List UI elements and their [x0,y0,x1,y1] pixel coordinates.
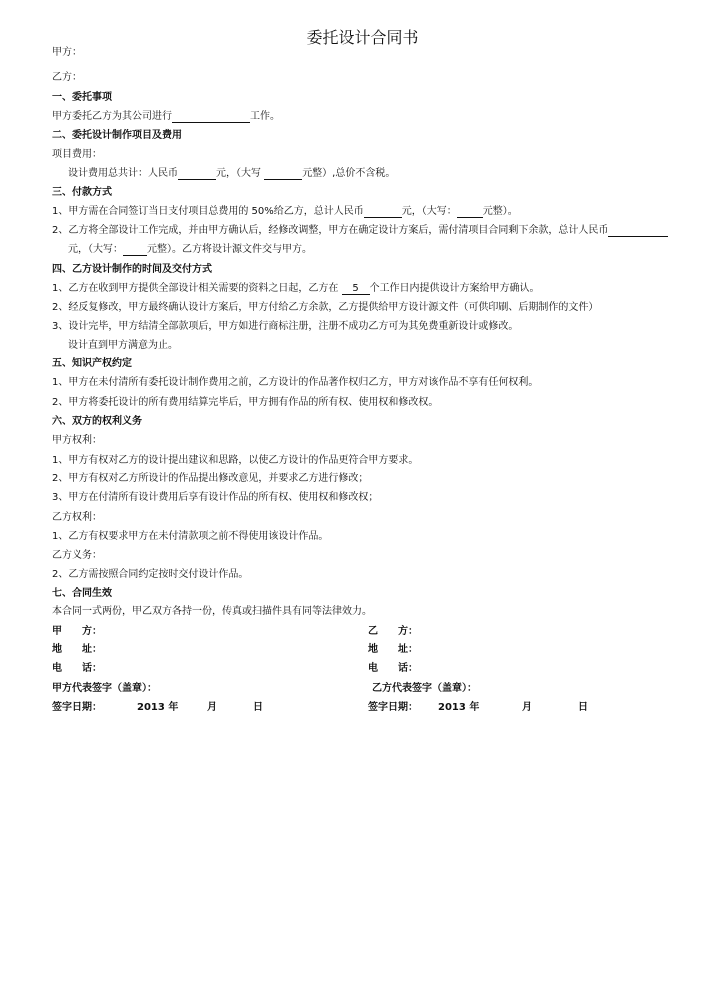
sign-right-phone: 电 话： [368,663,418,674]
party-b-duty-2: 2、乙方需按照合同约定按时交付设计作品。 [52,569,249,580]
sign-right-year: 2013 年 [438,702,480,713]
total-pre: 设计费用总共计：人民币 [68,168,178,179]
party-b-right-1: 1、乙方有权要求甲方在未付清款项之前不得使用该设计作品。 [52,531,329,542]
pay1-pre: 1、甲方需在合同签订当日支付项目总费用的 50%给乙方，总计人民币 [52,206,364,217]
ip-item-1: 1、甲方在未付清所有委托设计制作费用之前，乙方设计的作品著作权归乙方，甲方对该作品不享有任何权利。 [52,377,539,388]
effect-text: 本合同一式两份，甲乙双方各持一份，传真或扫描件具有同等法律效力。 [52,606,372,617]
payment-item-2-cont [68,244,312,256]
pay1-amount-blank[interactable] [364,206,402,218]
pay1-post: 元整）。 [482,206,518,217]
sign-right-rep: 乙方代表签字（盖章）： [372,683,477,694]
delivery-item-3: 3、设计完毕，甲方结清全部款项后，甲方如进行商标注册，注册不成功乙方可为其免费重新设计或修改。 [52,321,519,332]
sign-right-party: 乙 方： [368,626,418,637]
section-1-heading: 一、委托事项 [52,92,112,103]
total-fee-line [68,168,395,180]
party-a-right-3: 3、甲方在付清所有设计费用后享有设计作品的所有权、使用权和修改权； [52,492,379,503]
sign-right-address: 地 址： [368,644,418,655]
section-7-heading: 七、合同生效 [52,588,112,599]
total-post: 元整）,总价不含税。 [302,168,396,179]
section-1-line [52,111,280,123]
pay2b-post: 元整）。乙方将设计源文件交与甲方。 [147,244,312,255]
party-a-label: 甲方： [52,47,82,58]
party-b-duties-label: 乙方义务： [52,550,102,561]
fee-label: 项目费用： [52,149,102,160]
pay2-capital-blank[interactable] [123,244,147,256]
work-days-field[interactable]: 5 [342,283,370,295]
party-a-rights-label: 甲方权利： [52,435,102,446]
del1-pre: 1、乙方在收到甲方提供全部设计相关需要的资料之日起，乙方在 [52,283,339,294]
s1-post: 工作。 [250,111,280,122]
sign-right-month: 月 [522,702,532,713]
section-3-heading: 三、付款方式 [52,187,112,198]
ip-item-2: 2、甲方将委托设计的所有费用结算完毕后，甲方拥有作品的所有权、使用权和修改权。 [52,397,439,408]
pay2-amount-blank[interactable] [608,225,668,237]
party-b-rights-label: 乙方权利： [52,512,102,523]
page-title: 委托设计合同书 [306,28,419,47]
pay1-mid: 元，（大写： [401,206,457,217]
sign-left-month: 月 [207,702,217,713]
total-mid: 元，（大写 [216,168,261,179]
sign-left-rep: 甲方代表签字（盖章）： [52,683,157,694]
sign-right-date-label: 签字日期： [368,702,418,713]
party-b-label: 乙方： [52,72,82,83]
party-a-right-2: 2、甲方有权对乙方所设计的作品提出修改意见，并要求乙方进行修改； [52,473,369,484]
section-6-heading: 六、双方的权利义务 [52,416,142,427]
section-5-heading: 五、知识产权约定 [52,358,132,369]
sign-left-date-label: 签字日期： [52,702,102,713]
project-name-blank[interactable] [172,111,250,123]
sign-left-phone: 电 话： [52,663,102,674]
s1-pre: 甲方委托乙方为其公司进行 [52,111,172,122]
sign-right-day: 日 [578,702,588,713]
pay2-pre: 2、乙方将全部设计工作完成，并由甲方确认后，经修改调整，甲方在确定设计方案后，需付清项目合同剩下余款，总计人民币 [52,225,609,236]
payment-item-1 [52,206,518,218]
delivery-item-3-cont: 设计直到甲方满意为止。 [68,340,178,351]
party-a-right-1: 1、甲方有权对乙方的设计提出建议和思路，以使乙方设计的作品更符合甲方要求。 [52,455,419,466]
payment-item-2 [52,225,668,237]
section-4-heading: 四、乙方设计制作的时间及交付方式 [52,264,212,275]
total-amount-blank[interactable] [178,168,216,180]
pay2b-pre: 元，（大写： [68,244,123,255]
del1-post: 个工作日内提供设计方案给甲方确认。 [369,283,540,294]
delivery-item-1 [52,283,540,295]
sign-left-year: 2013 年 [137,702,179,713]
total-capital-blank[interactable] [264,168,302,180]
pay1-capital-blank[interactable] [457,206,483,218]
section-2-heading: 二、委托设计制作项目及费用 [52,130,182,141]
sign-left-day: 日 [253,702,263,713]
sign-left-address: 地 址： [52,644,102,655]
sign-left-party: 甲 方： [52,626,102,637]
delivery-item-2: 2、经反复修改，甲方最终确认设计方案后，甲方付给乙方余款，乙方提供给甲方设计源文件（可供印刷、后期制作的文件） [52,302,599,313]
